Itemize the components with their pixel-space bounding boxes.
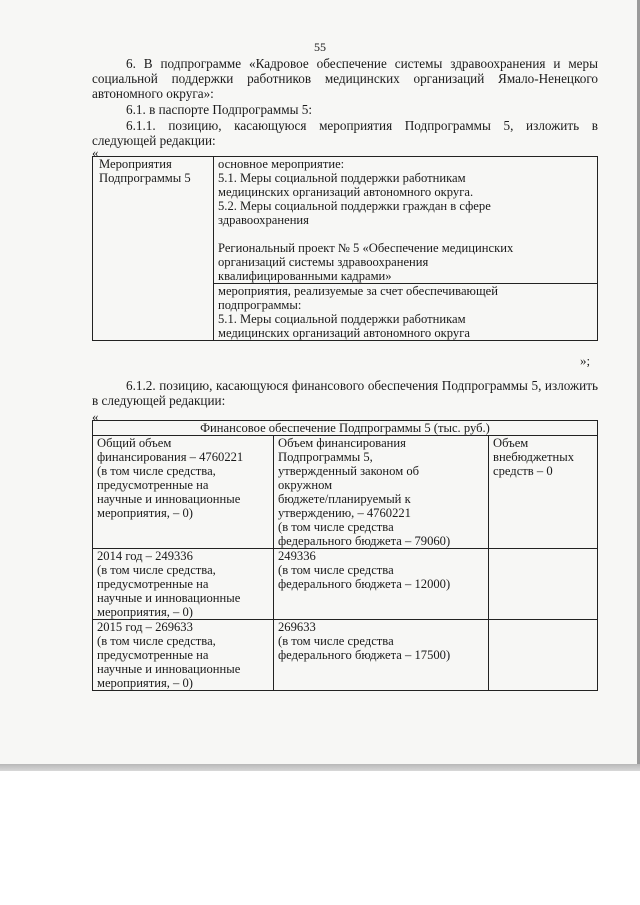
finance-line: предусмотренные на [97,577,209,591]
measures-table [92,156,598,341]
page-number: 55 [314,40,326,54]
finance-line: бюджете/планируемый к [278,492,411,506]
finance-line: 249336 [278,549,316,563]
finance-empty-cell [489,549,598,620]
paragraph-6: 6. В подпрограмме «Кадровое обеспечение системы здравоохранения и меры социальной поддержки работников медицинских организаций Ямало-Ненецкого автономного округа»: [92,56,598,102]
finance-table-title: Финансовое обеспечение Подпрограммы 5 (тыс. руб.) [93,421,598,436]
finance-line: (в том числе средства, [97,634,216,648]
measures-line: здравоохранения [218,213,309,227]
finance-line: научные и инновационные [97,591,241,605]
table-row [93,421,598,436]
finance-line: федерального бюджета – 79060) [278,534,451,548]
table-row [93,620,598,691]
finance-line: окружном [278,478,333,492]
measures-line: основное мероприятие: [218,157,345,171]
measures-line: медицинских организаций автономного округа [218,326,470,340]
finance-year-cell [93,620,274,691]
finance-line: 2015 год – 269633 [97,620,193,634]
finance-line: мероприятия, – 0) [97,605,193,619]
finance-year-amount-cell [274,620,489,691]
finance-line: средств – 0 [493,464,553,478]
finance-line: 269633 [278,620,316,634]
measures-line: медицинских организаций автономного округа. [218,185,474,199]
table-row [93,549,598,620]
finance-line: федерального бюджета – 17500) [278,648,451,662]
paragraph-6-1-2: 6.1.2. позицию, касающуюся финансового обеспечения Подпрограммы 5, изложить в следующей редакции: [92,378,598,409]
measures-line: подпрограммы: [218,298,302,312]
finance-line: (в том числе средства [278,520,394,534]
table-row [93,157,598,284]
finance-line: Подпрограммы 5, [278,450,373,464]
finance-line: мероприятия, – 0) [97,676,193,690]
finance-line: (в том числе средства, [97,563,216,577]
measures-label-line: Подпрограммы 5 [99,171,191,185]
measures-line: мероприятия, реализуемые за счет обеспечивающей [218,284,498,298]
finance-line: предусмотренные на [97,648,209,662]
measures-line: 5.2. Меры социальной поддержки граждан в сфере [218,199,491,213]
finance-line: Объем финансирования [278,436,406,450]
finance-line: предусмотренные на [97,478,209,492]
finance-line: утвержденный законом об [278,464,420,478]
finance-approved-cell [274,436,489,549]
measures-line: 5.1. Меры социальной поддержки работникам [218,171,466,185]
finance-offbudget-cell [489,436,598,549]
paragraph-6-1-1: 6.1.1. позицию, касающуюся мероприятия Подпрограммы 5, изложить в следующей редакции: [92,118,598,149]
measures-support-cell [214,284,598,341]
finance-line: 2014 год – 249336 [97,549,193,563]
measures-line: организаций системы здравоохранения [218,255,429,269]
table-row [93,436,598,549]
measures-line: 5.1. Меры социальной поддержки работникам [218,312,466,326]
finance-line: финансирования – 4760221 [97,450,244,464]
measures-line: Региональный проект № 5 «Обеспечение медицинских [218,241,514,255]
open-quote-2: « [92,409,99,424]
page-bottom-edge [0,764,640,771]
finance-table [92,420,598,691]
measures-main-cell [214,157,598,284]
finance-line: научные и инновационные [97,492,241,506]
paragraph-6-1: 6.1. в паспорте Подпрограммы 5: [126,102,313,117]
finance-line: мероприятия, – 0) [97,506,193,520]
open-quote-1: « [92,145,99,160]
finance-year-cell [93,549,274,620]
finance-line: Общий объем [97,436,172,450]
finance-year-amount-cell [274,549,489,620]
finance-empty-cell [489,620,598,691]
finance-total-cell [93,436,274,549]
close-quote-1: »; [580,353,591,368]
finance-line: научные и инновационные [97,662,241,676]
finance-line: утверждению, – 4760221 [278,506,411,520]
measures-label-line: Мероприятия [99,157,172,171]
measures-blank-line [218,227,593,241]
finance-line: (в том числе средства, [97,464,216,478]
finance-line: (в том числе средства [278,563,394,577]
finance-line: внебюджетных [493,450,574,464]
measures-label-cell [93,157,214,341]
measures-line: квалифицированными кадрами» [218,269,392,283]
finance-line: федерального бюджета – 12000) [278,577,451,591]
finance-line: Объем [493,436,529,450]
finance-line: (в том числе средства [278,634,394,648]
